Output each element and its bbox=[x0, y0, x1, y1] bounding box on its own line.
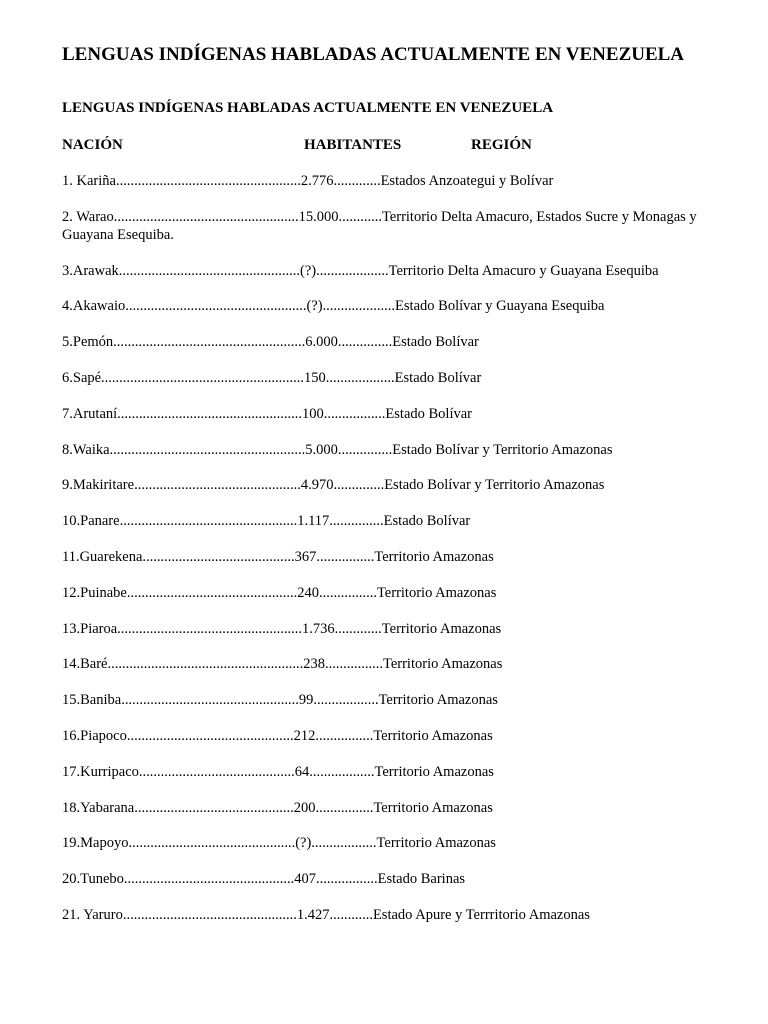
list-item: 14.Baré......................................................238................Territorio Amazonas bbox=[62, 656, 503, 673]
list-item: 16.Piapoco..............................................212................Territorio Amazonas bbox=[62, 727, 493, 744]
list-item: 15.Baniba.................................................99..................Territorio Amazonas bbox=[62, 692, 498, 709]
list-item: 17.Kurripaco...........................................64..................Territorio Amazonas bbox=[62, 763, 494, 780]
document-title: LENGUAS INDÍGENAS HABLADAS ACTUALMENTE EN VENEZUELA bbox=[62, 44, 685, 65]
list-item: 3.Arawak..................................................(?)....................Territorio Delta Amacuro y Guayana Esequiba bbox=[62, 262, 659, 279]
list-item: 10.Panare.................................................1.117...............Estado Bolívar bbox=[62, 513, 471, 530]
list-item: 5.Pemón.....................................................6.000...............Estado Bolívar bbox=[62, 334, 479, 351]
list-item: 20.Tunebo...............................................407.................Estado Barinas bbox=[62, 871, 466, 888]
list-item: 21. Yaruro................................................1.427............Estado Apure y Terrritorio Amazonas bbox=[62, 906, 590, 923]
list-item: 6.Sapé........................................................150...................Estado Bolívar bbox=[62, 369, 482, 386]
list-item: 2. Warao...................................................15.000............Territorio Delta Amacuro, Estados Sucre y Monagas y Guayana Esequiba. bbox=[62, 208, 697, 243]
language-list bbox=[62, 172, 702, 942]
list-item: 7.Arutaní...................................................100.................Estado Bolívar bbox=[62, 405, 473, 422]
list-item: 11.Guarekena..........................................367................Territorio Amazonas bbox=[62, 548, 494, 565]
list-item: 8.Waika......................................................5.000...............Estado Bolívar y Territorio Amazonas bbox=[62, 441, 613, 458]
list-item: 13.Piaroa...................................................1.736.............Territorio Amazonas bbox=[62, 620, 502, 637]
document-subtitle: LENGUAS INDÍGENAS HABLADAS ACTUALMENTE EN VENEZUELA bbox=[62, 100, 554, 116]
list-item: 1. Kariña...................................................2.776.............Estados Anzoategui y Bolívar bbox=[62, 173, 554, 189]
list-item: 9.Makiritare..............................................4.970..............Estado Bolívar y Territorio Amazonas bbox=[62, 477, 605, 494]
list-item: 12.Puinabe...............................................240................Territorio Amazonas bbox=[62, 584, 497, 601]
list-item: 18.Yabarana............................................200................Territorio Amazonas bbox=[62, 799, 493, 816]
column-header-region: REGIÓN bbox=[471, 137, 532, 153]
column-header-nacion: NACIÓN bbox=[62, 137, 123, 153]
list-item: 4.Akawaio..................................................(?)....................Estado Bolívar y Guayana Esequiba bbox=[62, 298, 605, 315]
column-header-habitantes: HABITANTES bbox=[304, 137, 402, 153]
list-item: 19.Mapoyo..............................................(?)..................Territorio Amazonas bbox=[62, 835, 496, 852]
